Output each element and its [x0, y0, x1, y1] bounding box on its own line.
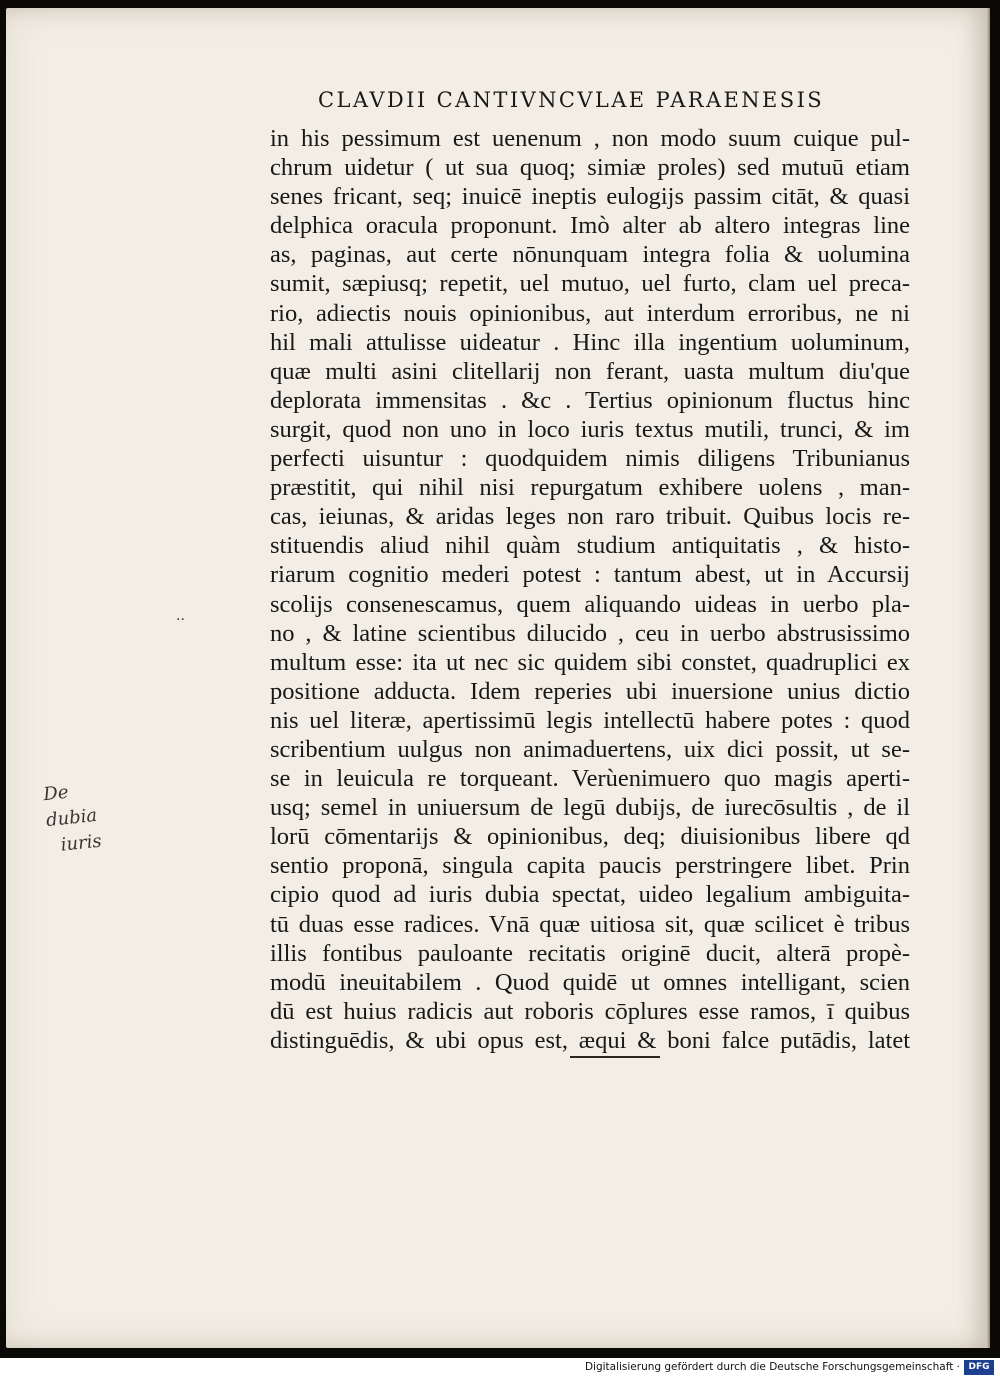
text-line: multum esse: ita ut nec sic quidem sibi constet, quadruplici ex — [270, 648, 910, 676]
text-line: scolijs consenescamus, quem aliquando uideas in uerbo pla- — [270, 590, 910, 618]
text-line: surgit, quod non uno in loco iuris textus mutili, trunci, & im — [270, 415, 910, 443]
text-line: as, paginas, aut certe nōnunquam integra folia & uolumina — [270, 241, 910, 269]
footer-credit: Digitalisierung gefördert durch die Deutsche Forschungsgemeinschaft · — [584, 1361, 960, 1373]
text-line: stituendis aliud nihil quàm studium antiquitatis , & histo- — [270, 532, 910, 560]
text-line: dū est huius radicis aut roboris cōplures esse ramos, ī quibus — [270, 997, 910, 1025]
text-line: riarum cognitio mederi potest : tantum abest, ut in Accursij — [270, 561, 910, 589]
handwritten-margin-note — [42, 774, 130, 860]
text-line: chrum uidetur ( ut sua quoq; simiæ proles) sed mutuū etiam — [270, 154, 910, 182]
text-line: usq; semel in uniuersum de legū dubijs, de iurecōsultis , de il — [270, 794, 910, 822]
dfg-logo: DFG — [964, 1360, 994, 1375]
text-line: illis fontibus pauloante recitatis originē ducit, alterā propè- — [270, 939, 910, 967]
text-line: hil mali attulisse uideatur . Hinc illa ingentium uoluminum, — [270, 328, 910, 356]
text-line: lorū cōmentarijs & opinionibus, deq; diuisionibus libere qd — [270, 823, 910, 851]
text-line: no , & latine scientibus dilucido , ceu in uerbo abstrusissimo — [270, 619, 910, 647]
margin-note-line: De dubia — [42, 781, 99, 832]
text-line: præstitit, qui nihil nisi repurgatum exhibere uolens , man- — [270, 474, 910, 502]
page-edge — [986, 8, 990, 1348]
ink-underline — [570, 1056, 660, 1058]
text-line: cas, ieiunas, & aridas leges non raro tribuit. Quibus locis re- — [270, 503, 910, 531]
text-line: nis uel literæ, apertissimū legis intellectū habere potes : quod — [270, 706, 910, 734]
text-line: in his pessimum est uenenum , non modo suum cuique pul- — [270, 125, 910, 152]
text-line: delphica oracula proponunt. Imò alter ab altero integras line — [270, 212, 910, 240]
text-line: cipio quod ad iuris dubia spectat, uideo legalium ambiguita- — [270, 881, 910, 909]
text-line: senes fricant, seq; inuicē ineptis eulogijs passim citāt, & quasi — [270, 183, 910, 211]
text-line: deplorata immensitas . &c . Tertius opinionum fluctus hinc — [270, 386, 910, 414]
body-text — [270, 124, 910, 1055]
text-line: modū ineuitabilem . Quod quidē ut omnes intelligant, scien — [270, 968, 910, 996]
margin-note-line: iuris — [59, 830, 103, 856]
text-line: quæ multi asini clitellarij non ferant, uasta multum diu'que — [270, 357, 910, 385]
text-line: se in leuicula re torqueant. Verùenimuero quo magis aperti- — [270, 765, 910, 793]
text-line: positione adducta. Idem reperies ubi inuersione unius dictio — [270, 677, 910, 705]
text-line: scribentium uulgus non animaduertens, uix dici possit, ut se- — [270, 735, 910, 763]
text-line: distinguēdis, & ubi opus est, æqui & boni falce putādis, latet — [270, 1026, 910, 1054]
running-title: CLAVDII CANTIVNCVLAE PARAENESIS — [318, 88, 825, 112]
text-line: rio, adiectis nouis opinionibus, aut interdum erroribus, ne ni — [270, 299, 910, 327]
ink-mark: ·· — [176, 612, 185, 628]
text-line: sumit, sæpiusq; repetit, uel mutuo, uel furto, clam uel preca- — [270, 270, 910, 298]
text-line: sentio proponā, singula capita paucis perstringere libet. Prin — [270, 852, 910, 880]
text-line: tū duas esse radices. Vnā quæ uitiosa sit, quæ scilicet è tribus — [270, 910, 910, 938]
text-line: perfecti uisuntur : quodquidem nimis diligens Tribunianus — [270, 445, 910, 473]
